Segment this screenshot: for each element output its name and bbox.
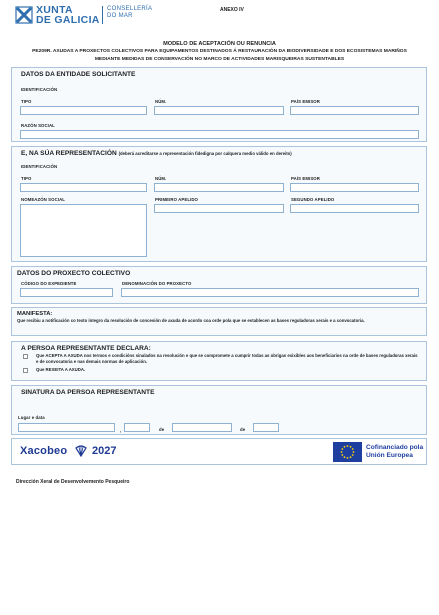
representative-note: (deberá acreditarse a representación fidedigna por calquera medio válido en dereito) [118,151,292,156]
footer-logos [11,438,427,465]
project-code-label: CÓDIGO DO EXPEDIENTE [21,281,77,286]
representative-surname2-field[interactable] [290,204,419,213]
scallop-shell-icon [74,444,88,458]
entity-name-field[interactable] [20,130,419,139]
representative-section-title [21,150,292,157]
project-name-label: DENOMINACIÓN DO PROXECTO [122,281,192,286]
entity-country-field[interactable] [290,106,419,115]
eu-flag-icon [333,442,362,462]
de-separator-2: de [240,427,246,432]
representative-identification-label: IDENTIFICACIÓN [21,164,58,169]
representative-num-field[interactable] [154,183,284,192]
representative-num-label: NÚM. [155,176,167,181]
entity-name-label: RAZÓN SOCIAL [21,123,55,128]
accept-text: Que ACEPTA A AXUDA nos termos e condicións sinalados na resolución e que se compromete a cumprir todas as obrigas exixibles aos beneficiarios na orde de bases reguladoras xerais e de convocatoria e nas demais normas de aplicación. [36,353,418,364]
department-line1: CONSELLERÍA [107,6,153,12]
department-name [107,6,152,20]
reject-text: Que REXEITA A AXUDA. [36,367,86,372]
representative-surname1-field[interactable] [154,204,284,213]
accept-checkbox[interactable] [23,354,28,359]
entity-identification-label: IDENTIFICACIÓN [21,87,58,92]
org-name-line1: XUNTA [36,4,73,16]
eu-cofinance-text [366,444,423,460]
xunta-logo-icon [14,5,34,25]
org-name [36,5,100,25]
entity-type-label: TIPO [21,99,32,104]
xacobeo-year: 2027 [92,445,117,457]
org-name-line2: DE GALICIA [36,14,100,26]
entity-type-field[interactable] [20,106,147,115]
entity-section-title: DATOS DA ENTIDADE SOLICITANTE [21,71,136,78]
representative-type-field[interactable] [20,183,147,192]
signature-title: SINATURA DA PERSOA REPRESENTANTE [21,389,155,396]
project-name-field[interactable] [121,288,419,297]
department-line2: DO MAR [107,13,133,19]
representative-social-name-field[interactable] [20,204,147,257]
signature-section [11,385,427,435]
representative-country-field[interactable] [290,183,419,192]
representative-country-label: PAÍS EMISOR [291,176,320,181]
entity-num-label: NÚM. [155,99,167,104]
form-subtitle-line2: MEDIANTE MEDIDAS DE CONSERVACIÓN NO MARCO DE ACTIVIDADES MARISQUEIRAS SUSTENTABLES [94,56,345,62]
form-subtitle [16,48,423,63]
project-section-title: DATOS DO PROXECTO COLECTIVO [17,270,131,277]
representative-social-name-label: NOMEAZÓN SOCIAL [21,197,65,202]
place-date-label: Lugar e data [18,415,45,420]
representative-surname2-label: SEGUNDO APELIDO [291,197,335,202]
eu-text-line1: Cofinanciado pola [366,444,424,451]
manifest-title: MANIFESTA: [17,311,53,317]
eu-text-line2: Unión Europea [366,452,413,459]
representative-type-label: TIPO [21,176,32,181]
manifest-section [11,307,427,336]
entity-country-label: PAÍS EMISOR [291,99,320,104]
project-code-field[interactable] [20,288,113,297]
annex-label: ANEXO IV [220,7,244,13]
form-subtitle-line1: PE209R. AXUDAS A PROXECTOS COLECTIVOS PARA EQUIPAMENTOS DESTINADOS Á RESTAURACIÓN DA BIODIVERSIDADE E DOS ECOSISTEMAS MARIÑOS [32,49,407,54]
entity-num-field[interactable] [154,106,284,115]
day-field[interactable] [124,423,150,432]
year-field[interactable] [253,423,279,432]
logo-divider [102,6,103,24]
xacobeo-logo-text: Xacobeo [20,445,68,457]
reject-checkbox[interactable] [23,368,28,373]
entity-section [11,67,427,142]
form-title: MODELO DE ACEPTACIÓN OU RENUNCIA [163,41,276,47]
representative-surname1-label: PRIMEIRO APELIDO [155,197,198,202]
document-header [14,5,426,33]
de-separator-1: de [159,427,165,432]
representative-section [11,146,427,262]
directorate-name: Dirección Xeral de Desenvolvemento Pesqueiro [16,479,130,485]
project-section [11,266,427,304]
comma-separator: , [120,428,122,433]
place-field[interactable] [18,423,115,432]
month-field[interactable] [172,423,232,432]
declaration-title: A PERSOA REPRESENTANTE DECLARA: [21,345,151,352]
representative-title-text: E, NA SÚA REPRESENTACIÓN [21,150,117,157]
manifest-text: Que recibiu a notificación co texto íntegro da resolución de concesión de axuda de acordo coa orde pola que se establecen as bases reguladoras xerais e a convocatoria. [17,318,365,323]
declaration-section [11,341,427,381]
